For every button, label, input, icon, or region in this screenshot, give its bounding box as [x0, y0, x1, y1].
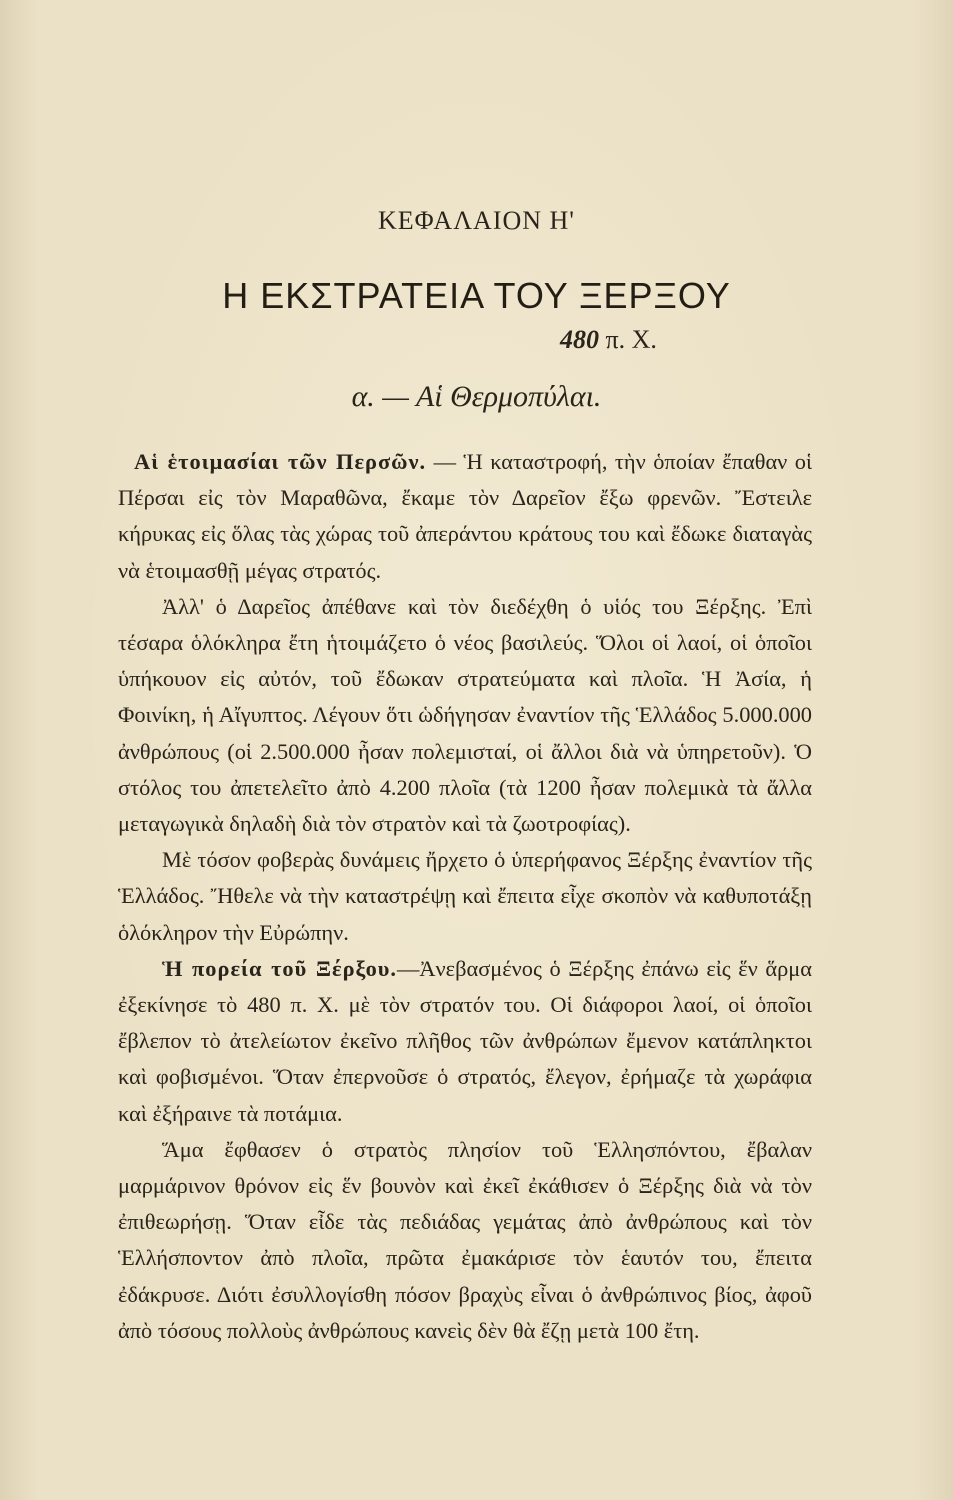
- year: 480: [560, 325, 599, 354]
- chapter-title: Η ΕΚΣΤΡΑΤΕΙΑ ΤΟΥ ΞΕΡΞΟΥ: [222, 275, 731, 316]
- paragraph-4: [118, 951, 812, 1132]
- chapter-heading: ΚΕΦΑΛΑΙΟΝ Η': [378, 206, 575, 235]
- paragraph-text: —Ἀνεβασμένος ὁ Ξέρξης ἐπάνω εἰς ἕν ἅρμα ἐξεκίνησε τὸ 480 π. Χ. μὲ τὸν στρατόν του. Οἱ διάφοροι λαοί, οἱ ὁποῖοι ἔβλεπον τὸ ἀτελείωτον ἐκεῖνο πλῆθος τῶν ἀνθρώπων ἔμενον κατάπληκτοι καὶ φοβισμένοι. Ὅταν ἐπερνοῦσε ὁ στρατός, ἔλεγον, ἐρήμαζε τὰ χωράφια καὶ ἐξήραινε τὰ ποτάμια.: [118, 955, 812, 1126]
- paragraph-text: Μὲ τόσον φοβερὰς δυνάμεις ἤρχετο ὁ ὑπερήφανος Ξέρξης ἐναντίον τῆς Ἑλλάδος. Ἤθελε νὰ τὴν καταστρέψῃ καὶ ἔπειτα εἶχε σκοπὸν νὰ καθυποτάξῃ ὁλόκληρον τὴν Εὐρώπην.: [118, 847, 812, 945]
- paragraph-text: Ἅμα ἔφθασεν ὁ στρατὸς πλησίον τοῦ Ἑλλησπόντου, ἔβαλαν μαρμάρινον θρόνον εἰς ἕν βουνὸν καὶ ἐκεῖ ἐκάθισεν ὁ Ξέρξης διὰ νὰ τὸν ἐπιθεωρήσῃ. Ὅταν εἶδε τὰς πεδιάδας γεμάτας ἀπὸ ἀνθρώπους καὶ τὸν Ἑλλήσποντον ἀπὸ πλοῖα, πρῶτα ἐμακάρισε τὸν ἑαυτόν του, ἔπειτα ἐδάκρυσε. Διότι ἐσυλλογίσθη πόσον βραχὺς εἶναι ὁ ἀνθρώπινος βίος, ἀφοῦ ἀπὸ τόσους πολλοὺς ἀνθρώπους κανεὶς δὲν θὰ ἔζῃ μετὰ 100 ἔτη.: [118, 1136, 812, 1343]
- paragraph-text: — Ἡ καταστροφή, τὴν ὁποίαν ἔπαθαν οἱ Πέρσαι εἰς τὸν Μαραθῶνα, ἔκαμε τὸν Δαρεῖον ἔξω φρενῶν. Ἔστειλε κήρυκας εἰς ὅλας τὰς χώρας τοῦ ἀπεράντου κράτους του καὶ ἔδωκε διαταγὰς νὰ ἑτοιμασθῇ μέγας στρατός.: [118, 449, 813, 583]
- paragraph-lead: Αἱ ἑτοιμασίαι τῶν Περσῶν.: [134, 449, 427, 474]
- paragraph-5: [118, 1132, 812, 1349]
- paragraph-text: Ἀλλ' ὁ Δαρεῖος ἀπέθανε καὶ τὸν διεδέχθη ὁ υἱός του Ξέρξης. Ἐπὶ τέσαρα ὁλόκληρα ἔτη ἡτοιμάζετο ὁ νέος βασιλεύς. Ὅλοι οἱ λαοί, οἱ ὁποῖοι ὑπήκουον εἰς αὐτόν, τοῦ ἔδωκαν στρατεύματα καὶ πλοῖα. Ἡ Ἀσία, ἡ Φοινίκη, ἡ Αἴγυπτος. Λέγουν ὅτι ὡδήγησαν ἐναντίον τῆς Ἑλλάδος 5.000.000 ἀνθρώπους (οἱ 2.500.000 ἦσαν πολεμισταί, οἱ ἄλλοι διὰ νὰ ὑπηρετοῦν). Ὁ στόλος του ἀπετελεῖτο ἀπὸ 4.200 πλοῖα (τὰ 1200 ἦσαν πολεμικὰ τὰ ἄλλα μεταγωγικὰ δηλαδὴ διὰ τὸν στρατὸν καὶ τὰ ζωοτροφίας).: [118, 593, 812, 837]
- era: π. Χ.: [599, 325, 657, 354]
- section-heading: α. — Αἱ Θερμοπύλαι.: [351, 380, 602, 413]
- body-text: [118, 444, 812, 1349]
- paragraph-1: [118, 444, 812, 589]
- date-line: [560, 325, 720, 355]
- paragraph-2: [118, 589, 812, 842]
- paragraph-3: [118, 842, 812, 951]
- paragraph-lead: Ἡ πορεία τοῦ Ξέρξου.: [162, 955, 397, 981]
